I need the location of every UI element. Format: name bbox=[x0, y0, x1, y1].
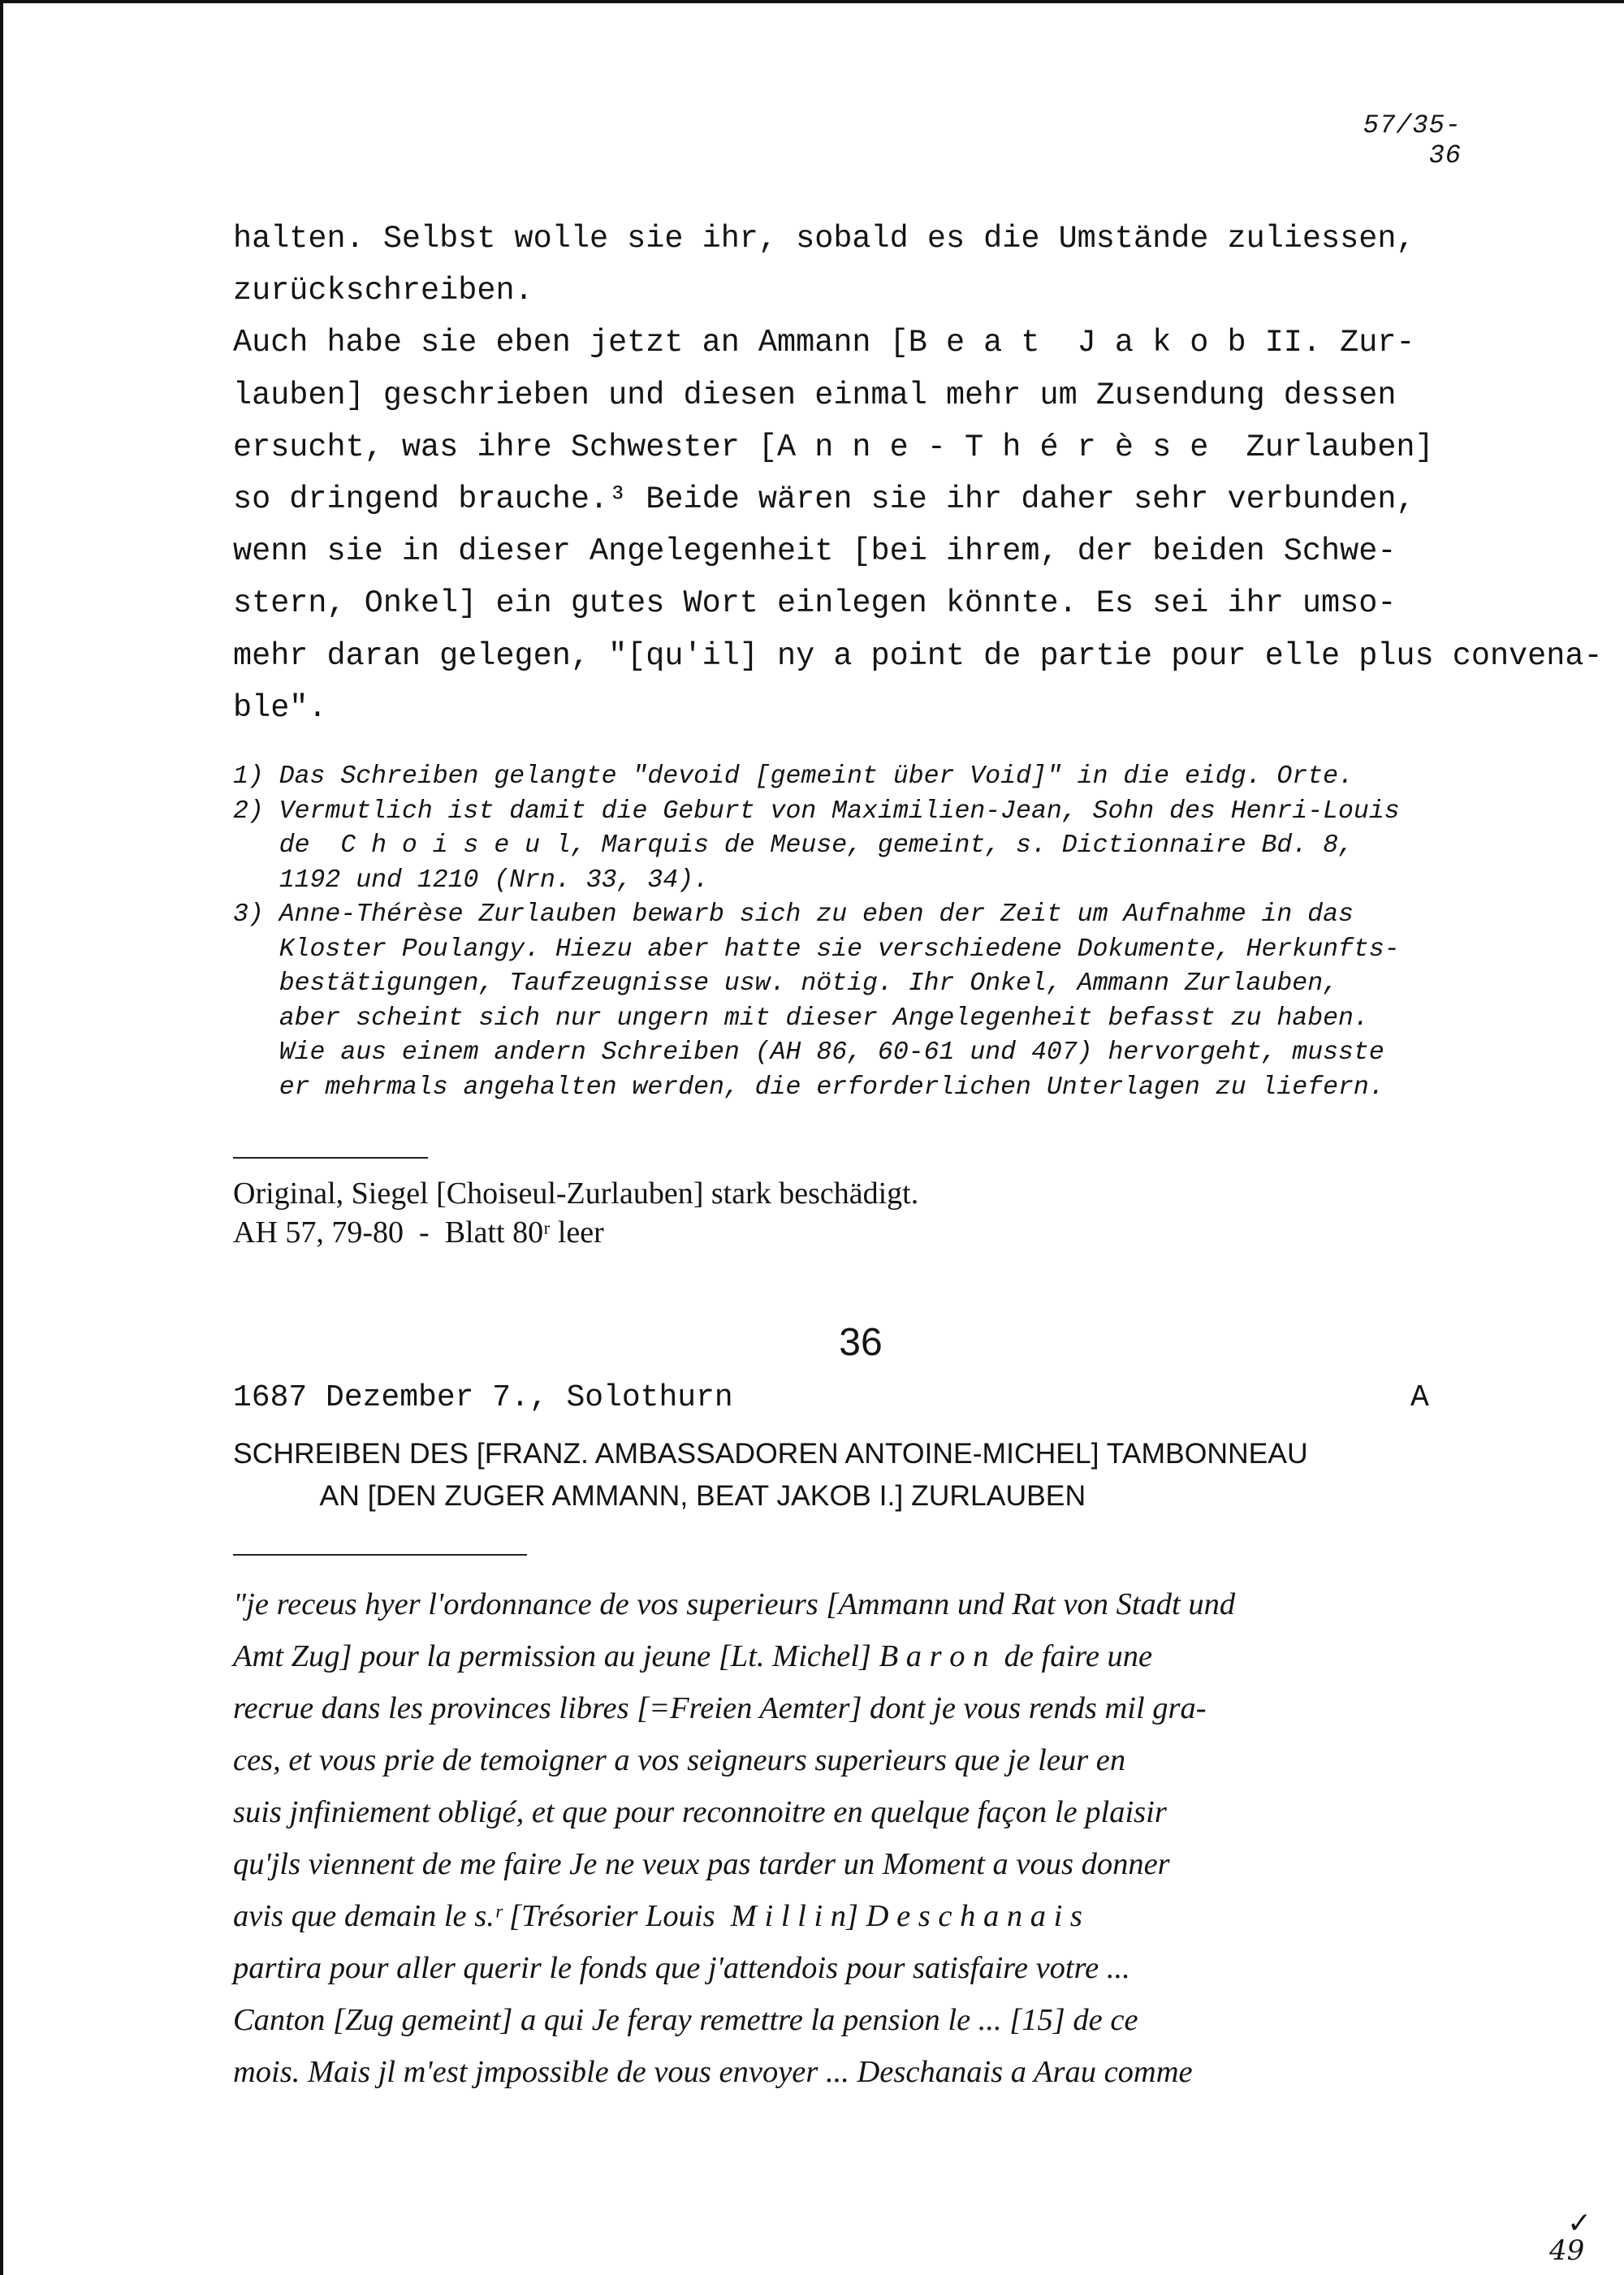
separator-rule-bottom bbox=[233, 1554, 527, 1556]
page-border-top bbox=[0, 0, 1624, 3]
check-mark-icon: ✓ bbox=[1567, 2207, 1592, 2240]
separator-rule-top bbox=[233, 1157, 428, 1159]
folio-number: 49 bbox=[1549, 2234, 1585, 2267]
document-title: SCHREIBEN DES [FRANZ. AMBASSADOREN ANTOINE-MICHEL] TAMBONNEAU AN [DEN ZUGER AMMANN, BEAT JAKOB I.] ZURLAUBEN bbox=[233, 1437, 1308, 1512]
document-type-mark: A bbox=[1410, 1380, 1429, 1415]
source-note: Original, Siegel [Choiseul-Zurlauben] stark beschädigt. AH 57, 79-80 - Blatt 80ʳ leer bbox=[233, 1176, 919, 1250]
quoted-letter-text: "je receus hyer l'ordonnance de vos superieurs [Ammann und Rat von Stadt und Amt Zug] pour la permission au jeune [Lt. Michel] B a r o n de faire une recrue dans les provinces libres [=Freien Aemter] dont je vous rends mil gra- ces, et vous prie de temoigner a vos seigneurs superieurs que je leur en suis jnfiniement obligé, et que pour reconnoitre en quelque façon le plaisir qu'jls viennent de me faire Je ne veux pas tarder un Moment a vous donner avis que demain le s.ʳ [Trésorier Louis M i l l i n] D e s c h a n a i s partira pour aller querir le fonds que j'attendois pour satisfaire votre ... Canton [Zug gemeint] a qui Je feray remettre la pension le ... [15] de ce mois. Mais jl m'est jmpossible de vous envoyer ... Deschanais a Arau comme bbox=[233, 1587, 1236, 2089]
letter-body-text: halten. Selbst wolle sie ihr, sobald es die Umstände zuliessen, zurückschreiben. Auch habe sie eben jetzt an Ammann [B e a t J a k o b II. Zur- lauben] geschrieben und diesen einmal mehr um Zusendung dessen ersucht, was ihre Schwester [A n n e - T h é r è s e Zurlauben] so dringend brauche.³ Beide wären sie ihr daher sehr verbunden, wenn sie in dieser Angelegenheit [bei ihrem, der beiden Schwe- stern, Onkel] ein gutes Wort einlegen könnte. Es sei ihr umso- mehr daran gelegen, "[qu'il] ny a point de partie pour elle plus convena- ble". bbox=[233, 221, 1603, 726]
footnotes: 1) Das Schreiben gelangte "devoid [gemeint über Void]" in die eidg. Orte. 2) Vermutlich ist damit die Geburt von Maximilien-Jean, Sohn des Henri-Louis de C h o i s e u l, Marquis de Meuse, gemeint, s. Dictionnaire Bd. 8, 1192 und 1210 (Nrn. 33, 34). 3) Anne-Thérèse Zurlauben bewarb sich zu eben der Zeit um Aufnahme in das Kloster Poulangy. Hiezu aber hatte sie verschiedene Dokumente, Herkunfts- bestätigungen, Taufzeugnisse usw. nötig. Ihr Onkel, Ammann Zurlauben, aber scheint sich nur ungern mit dieser Angelegenheit befasst zu haben. Wie aus einem andern Schreiben (AH 86, 60-61 und 407) hervorgeht, musste er mehrmals angehalten werden, die erforderlichen Unterlagen zu liefern. bbox=[233, 762, 1400, 1102]
document-number: 36 bbox=[839, 1321, 883, 1364]
dateline: 1687 Dezember 7., Solothurn bbox=[233, 1380, 733, 1415]
page-border-left bbox=[0, 0, 3, 2275]
page-reference: 57/35-36 bbox=[1363, 110, 1462, 171]
